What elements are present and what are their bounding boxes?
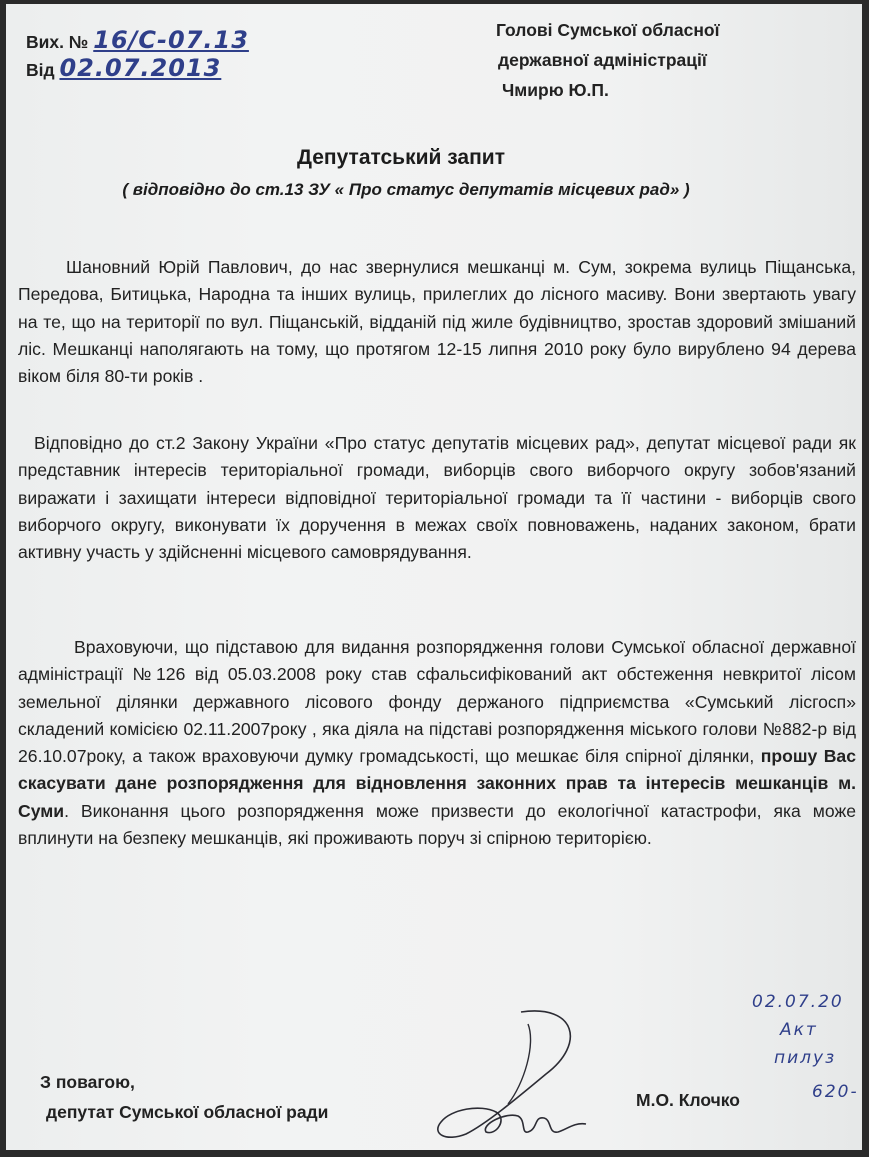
outgoing-number-line <box>26 26 249 54</box>
closing-regards: З повагою, <box>40 1072 135 1092</box>
date-value: 02.07.2013 <box>59 54 222 82</box>
addressee-line-2: державної адміністрації <box>498 50 707 70</box>
paragraph-3-request: прошу Вас скасувати дане розпорядження для відновлення законних прав та інтересів мешканців м. Суми <box>18 746 857 821</box>
signature <box>426 1004 616 1144</box>
date-line <box>26 54 221 82</box>
paragraph-2: Відповідно до ст.2 Закону України «Про статус депутатів місцевих рад», депутат місцевої ради як представник інтересів територіальної громади, виборців свого виборчого округу зобов'язаний виражати і захищати інтереси відповідної територіальної громади та її частини - виборців свого виборчого округу, виконувати їх доручення в межах своїх повноважень, наданих законом, брати активну участь у здійсненні місцевого самоврядування. <box>18 433 856 563</box>
note-date: 02.07.20 <box>752 992 844 1012</box>
paragraph-1: Шановний Юрій Павлович, до нас звернулися мешканці м. Сум, зокрема вулиць Піщанська, Передова, Битицька, Народна та інших вулиць, прилеглих до лісного масиву. Вони звертають увагу на те, що на території по вул. Піщанській, відданій під жиле будівництво, зростав здоровий змішаний ліс. Мешканці наполягають на тому, що протягом 12-15 липня 2010 року було вирублено 94 дерева віком біля 80-ти років . <box>18 257 856 387</box>
page-subtitle: ( відповідно до ст.13 ЗУ « Про статус депутатів місцевих рад» ) <box>122 180 690 199</box>
paragraph-3 <box>18 634 856 852</box>
closing-position: депутат Сумської обласної ради <box>46 1102 329 1122</box>
outgoing-label: Вих. № <box>26 32 89 52</box>
paragraph-3-end: . Виконання цього розпорядження може призвести до екологічної катастрофи, яка може вплинути на безпеку мешканців, які проживають поруч зі спірною територією. <box>18 800 856 849</box>
signature-stroke <box>438 1011 586 1137</box>
addressee-line-3: Чмирю Ю.П. <box>502 80 609 100</box>
paragraph-3-start: Враховуючи, що підставою для видання розпорядження голови Сумської обласної державної адміністрації №126 від 05.03.2008 року став сфальсифікований акт обстеження невкритої лісом земельної ділянки державного лісового фонду держаного підприємства «Сумський лісгосп» складений комісією 02.11.2007року , яка діяла на підставі розпорядження міського голови №882-р від 26.10.07року, а також враховуючи думку громадськості, що мешкає біля спірної ділянки, <box>18 637 856 767</box>
note-line-2: Акт <box>780 1020 818 1040</box>
addressee-line-1: Голові Сумської обласної <box>496 20 720 40</box>
closing-name: М.О. Клочко <box>636 1090 740 1110</box>
document-page <box>6 4 862 1150</box>
outgoing-number: 16/С-07.13 <box>93 26 249 54</box>
date-label: Від <box>26 60 55 80</box>
signature-stroke <box>508 1024 531 1104</box>
note-line-3: пилуз <box>774 1048 837 1068</box>
note-line-4: 620- <box>812 1082 859 1102</box>
page-title: Депутатський запит <box>297 146 505 169</box>
